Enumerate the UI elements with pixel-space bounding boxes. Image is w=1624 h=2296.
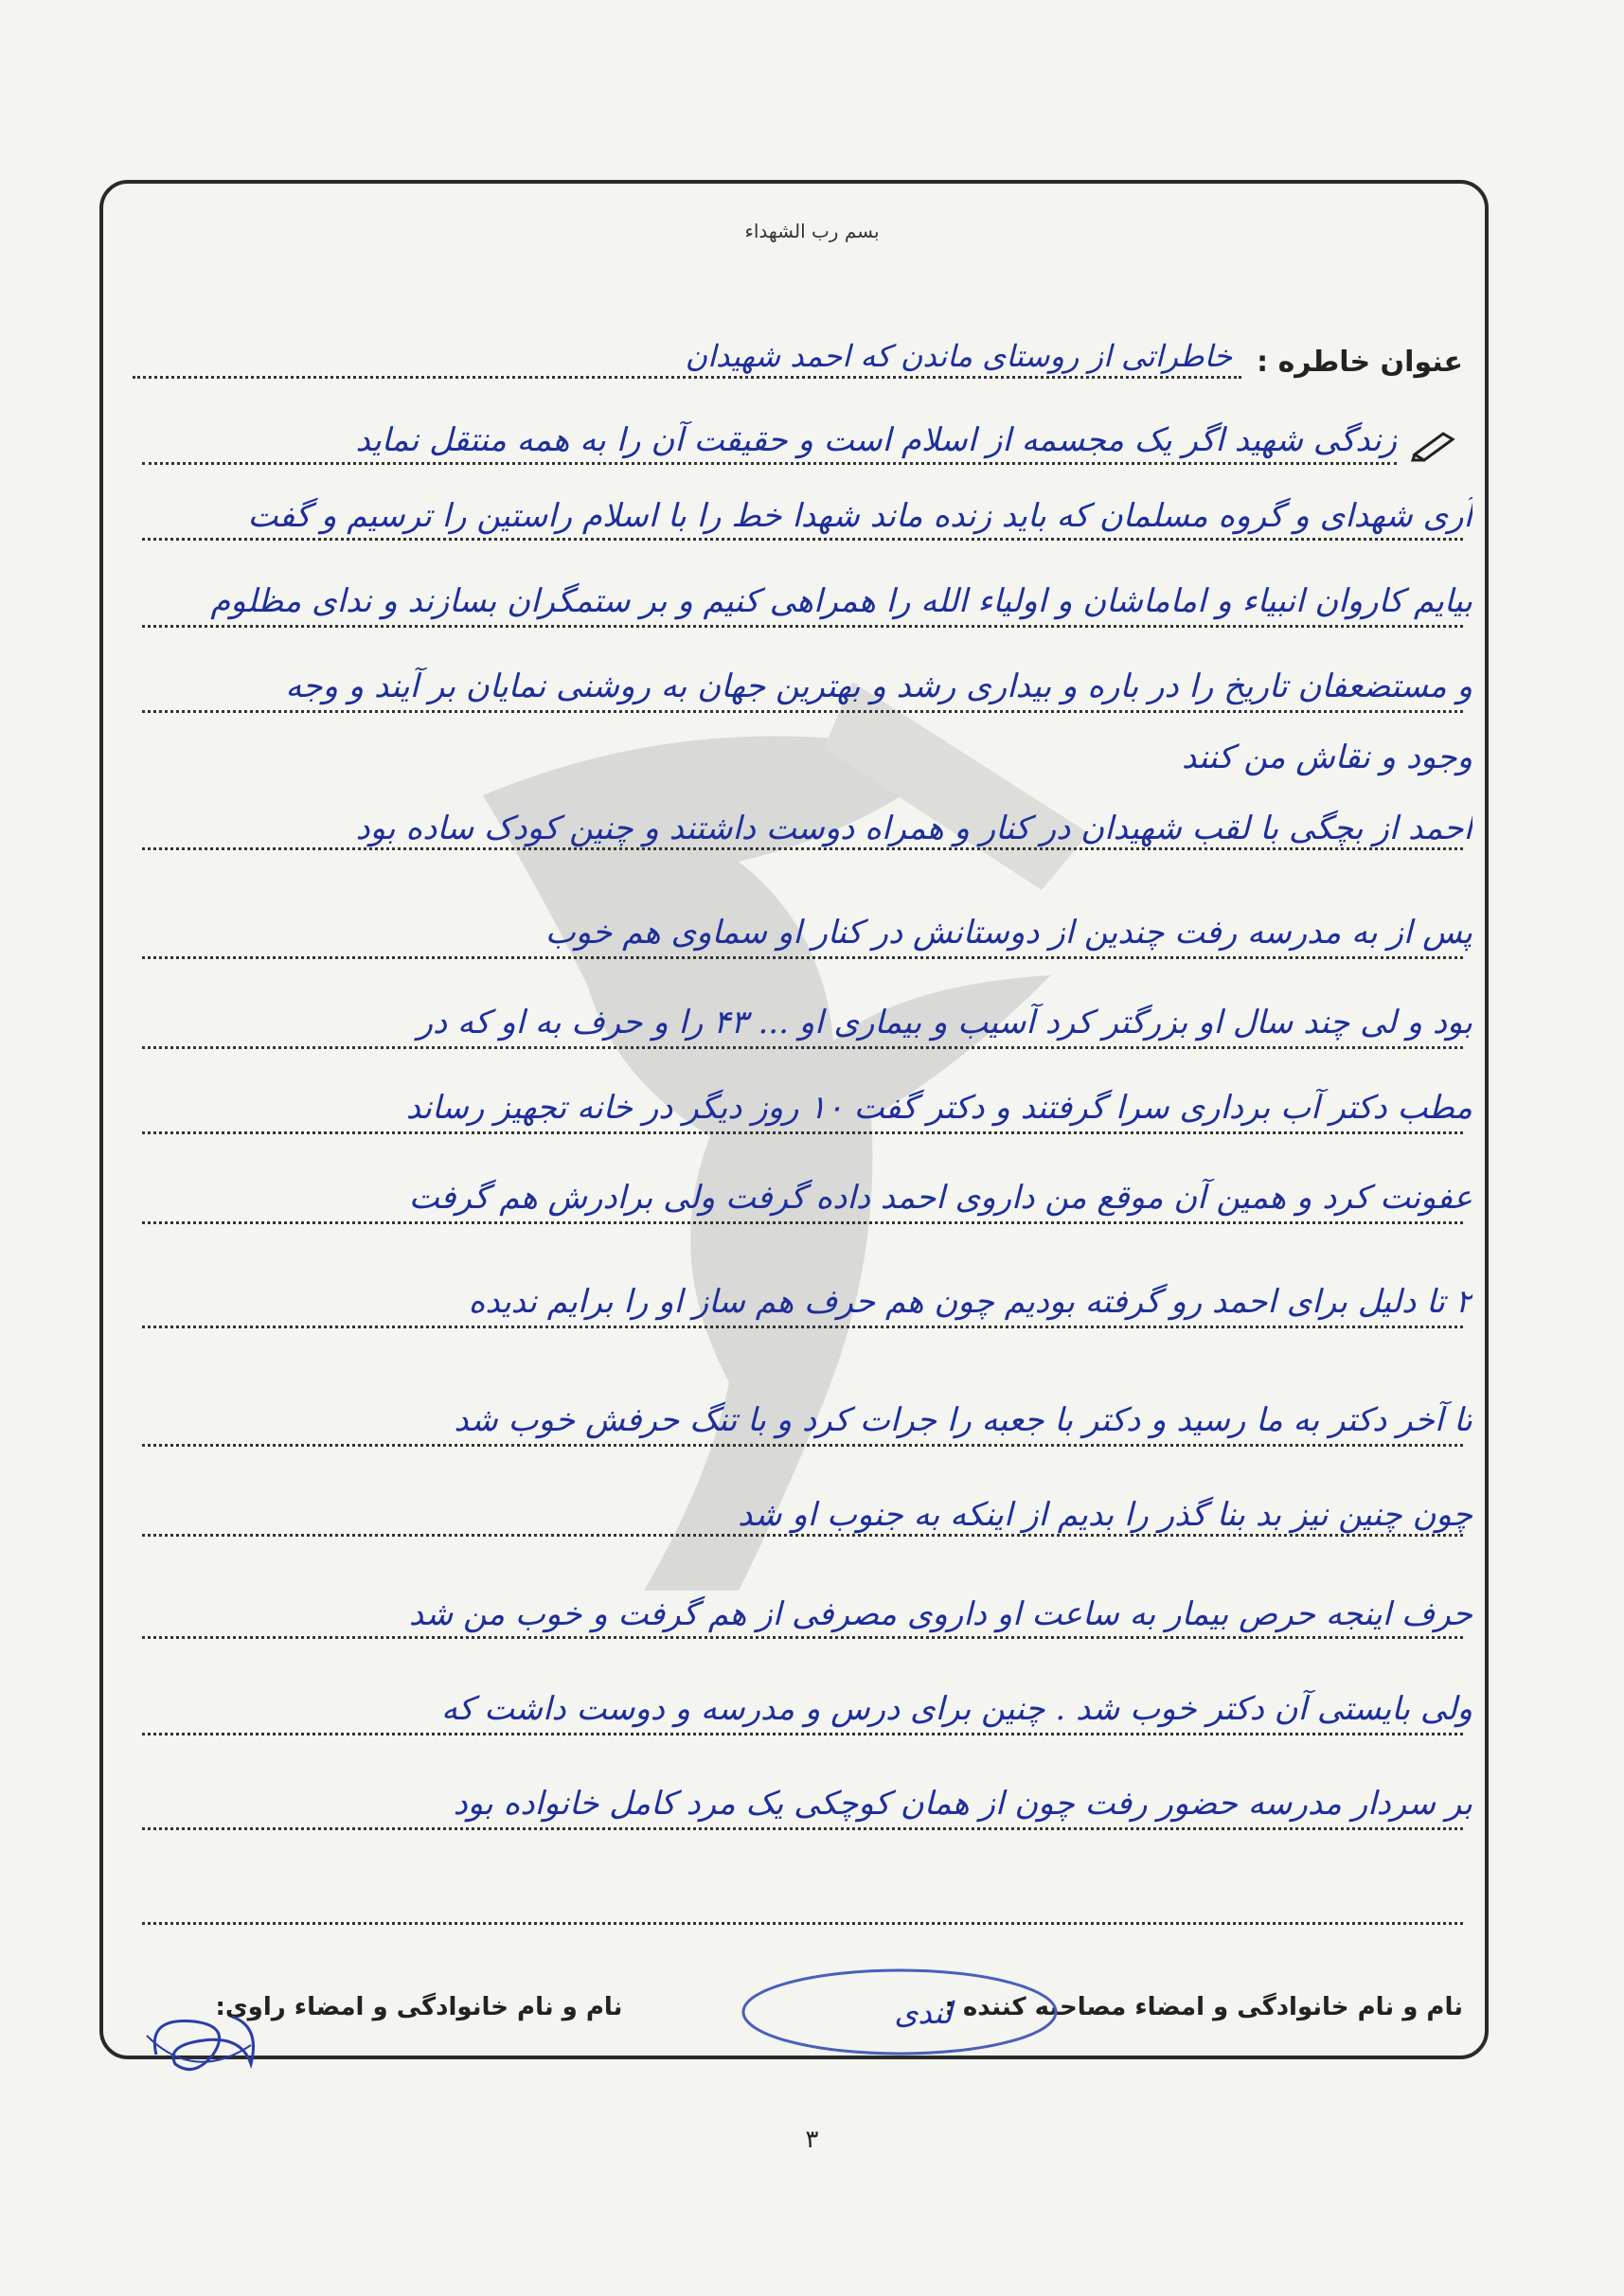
ruled-line xyxy=(142,1827,1463,1830)
narrator-label: نام و نام خانوادگی و امضاء راوی: xyxy=(215,1993,623,2021)
ruled-line xyxy=(142,1922,1463,1925)
narrator-signature xyxy=(137,1998,279,2083)
ruled-line xyxy=(142,462,1397,465)
handwritten-line: و مستضعفان تاریخ را در باره و بیداری رشد و بهترین جهان به روشنی نمایان بر آیند و وجه xyxy=(285,667,1472,705)
ruled-line xyxy=(142,1444,1463,1447)
handwritten-line: چون چنین نیز بد بنا گذر را بدیم از اینکه به جنوب او شد xyxy=(738,1496,1472,1534)
watermark-emblem xyxy=(426,644,1184,1638)
interviewer-signature: لندی xyxy=(894,1995,953,2031)
ruled-line xyxy=(142,625,1463,628)
handwritten-line: آری شهدای و گروه مسلمان که باید زنده ماند شهدا خط را با اسلام راستین را ترسیم و گفت xyxy=(247,497,1472,535)
handwritten-line: وجود و نقاش من کنند xyxy=(1182,739,1472,776)
ruled-line xyxy=(142,1046,1463,1049)
handwritten-line: مطب دکتر آب برداری سرا گرفتند و دکتر گفت ۱۰ روز دیگر در خانه تجهیز رساند xyxy=(405,1089,1472,1127)
handwritten-line: تا آخر دکتر به ما رسید و دکتر با جعبه را جرات کرد و با تنگ حرفش خوب شد xyxy=(454,1401,1472,1439)
interviewer-label: نام و نام خانوادگی و امضاء مصاحبه کننده : xyxy=(944,1993,1463,2021)
title-value: خاطراتی از روستای ماندن که احمد شهیدان xyxy=(133,338,1241,379)
handwritten-line: احمد از بچگی با لقب شهیدان در کنار و همراه دوست داشتند و چنین کودک ساده بود xyxy=(355,810,1472,847)
handwritten-line: بود و لی چند سال او بزرگتر کرد آسیب و بیماری او ... ۴۳ را و حرف به او که در xyxy=(417,1004,1472,1041)
ruled-line xyxy=(142,1131,1463,1134)
title-row xyxy=(133,331,1463,379)
ruled-line xyxy=(142,847,1463,850)
ruled-line xyxy=(142,1221,1463,1224)
handwritten-line: بر سردار مدرسه حضور رفت چون از همان کوچکی یک مرد کامل خانواده بود xyxy=(453,1785,1472,1823)
handwritten-line: ۲ تا دلیل برای احمد رو گرفته بودیم چون هم حرف هم ساز او را برایم ندیده xyxy=(468,1283,1472,1321)
ruled-line xyxy=(142,1326,1463,1328)
ruled-line xyxy=(142,710,1463,713)
ruled-line xyxy=(142,1636,1463,1639)
document-header: بسم رب الشهداء xyxy=(744,220,880,242)
handwritten-line: حرف اینجه حرص بیمار به ساعت او داروی مصرفی از هم گرفت و خوب من شد xyxy=(408,1595,1472,1633)
ruled-line xyxy=(142,1733,1463,1735)
ruled-line xyxy=(142,956,1463,959)
page-number: ۳ xyxy=(805,2126,819,2154)
title-label: عنوان خاطره : xyxy=(1257,346,1463,379)
ruled-line xyxy=(142,538,1463,541)
pen-icon xyxy=(1411,428,1458,462)
handwritten-line: ولی بایستی آن دکتر خوب شد . چنین برای درس و مدرسه و دوست داشت که xyxy=(440,1690,1472,1728)
handwritten-line: پس از به مدرسه رفت چندین از دوستانش در کنار او سماوی هم خوب xyxy=(544,914,1472,952)
handwritten-line: عفونت کرد و همین آن موقع من داروی احمد داده گرفت ولی برادرش هم گرفت xyxy=(408,1179,1472,1217)
interviewer-stamp xyxy=(734,1965,1065,2059)
handwritten-line: زندگی شهید اگر یک مجسمه از اسلام است و حقیقت آن را به همه منتقل نماید xyxy=(355,421,1397,459)
handwritten-line: بیایم کاروان انبیاء و اماماشان و اولیاء الله را همراهی کنیم و بر ستمگران بسازند و ندای مظلوم xyxy=(210,582,1472,620)
ruled-line xyxy=(142,1534,1463,1537)
